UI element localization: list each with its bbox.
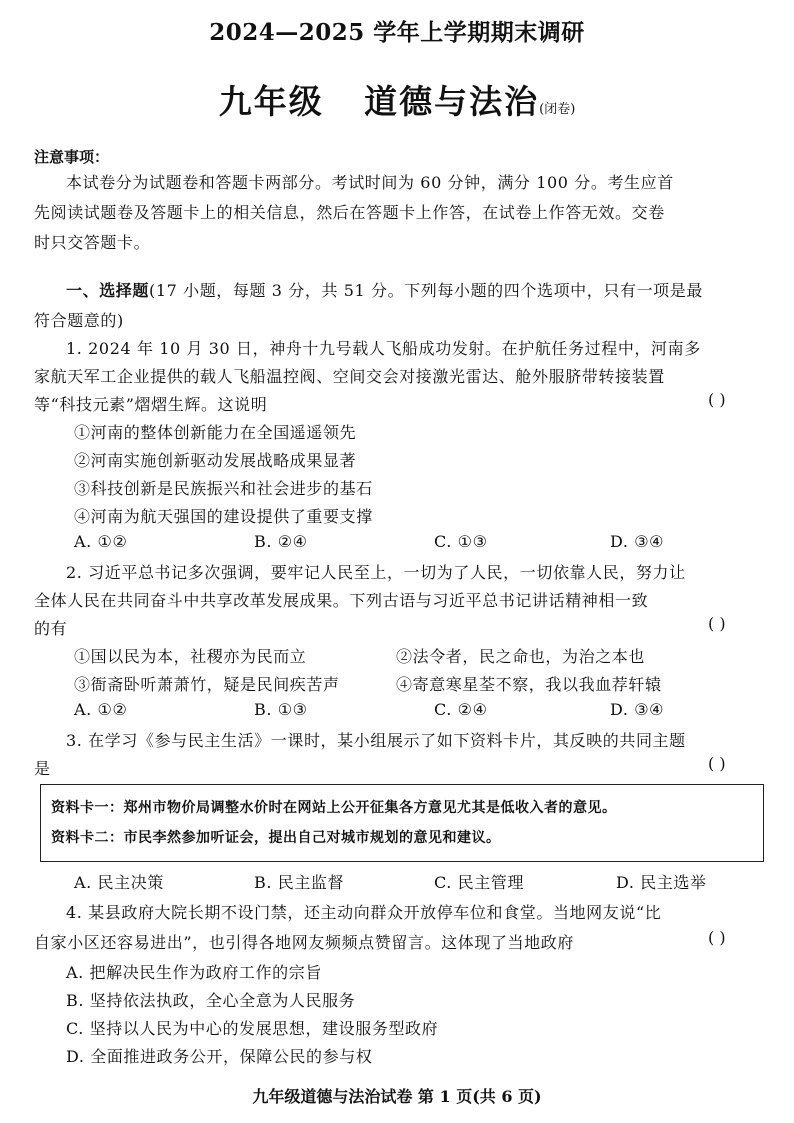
notice-line: 时只交答题卡。 [34,233,151,252]
q3-option-a: A. 民主决策 [74,873,164,892]
q1-statement: ④河南为航天强国的建设提供了重要支撑 [74,507,373,526]
q1-stem-line: 等“科技元素”熠熠生辉。这说明 [34,395,268,414]
q3-option-c: C. 民主管理 [434,873,525,892]
q3-stem-line: 是 [34,759,51,778]
q2-option-d: D. ③④ [610,700,665,719]
q3-option-b: B. 民主监督 [254,873,345,892]
section1-heading: 一、选择题 [66,281,150,300]
closed-book-label: (闭卷) [539,102,576,117]
q2-option-c: C. ②④ [434,700,488,719]
q2-statement: ①国以民为本，社稷亦为民而立 [74,647,307,666]
q1-statement: ①河南的整体创新能力在全国遥遥领先 [74,423,357,442]
q2-stem-line: 的有 [34,619,68,638]
notice-line: 本试卷分为试题卷和答题卡两部分。考试时间为 60 分钟，满分 100 分。考生应首 [66,173,674,192]
exam-subject-title [0,76,794,123]
section1-intro-cont: 符合题意的) [34,311,124,330]
material-cards-box [40,784,764,862]
q4-option-b: B. 坚持依法执政，全心全意为人民服务 [66,991,356,1010]
q2-stem-line: 全体人民在共同奋斗中共享改革发展成果。下列古语与习近平总书记讲话精神相一致 [34,591,649,610]
q1-option-b: B. ②④ [254,532,308,551]
subject-label: 道德与法治 [364,82,540,121]
section1-intro-text: (17 小题，每题 3 分，共 51 分。下列每小题的四个选项中，只有一项是最 [149,281,703,300]
q1-option-d: D. ③④ [610,532,665,551]
q2-statement: ③衙斋卧听萧萧竹，疑是民间疾苦声 [74,675,340,694]
q4-option-a: A. 把解决民生作为政府工作的宗旨 [66,963,322,982]
q4-option-c: C. 坚持以人民为中心的发展思想，建设服务型政府 [66,1019,439,1038]
q4-stem-line: 4. 某县政府大院长期不设门禁，还主动向群众开放停车位和食堂。当地网友说“比 [66,903,662,922]
q2-statement: ②法令者，民之命也，为治之本也 [396,647,646,666]
q1-option-a: A. ①② [74,532,128,551]
q4-stem-line: 自家小区还容易进出”，也引得各地网友频频点赞留言。这体现了当地政府 [34,933,574,952]
q1-statement: ③科技创新是民族振兴和社会进步的基石 [74,479,373,498]
q1-option-c: C. ①③ [434,532,488,551]
q4-answer-paren: ( ) [708,928,726,947]
material-card-2: 资料卡二：市民李然参加听证会，提出自己对城市规划的意见和建议。 [51,830,501,846]
notice-line: 先阅读试题卷及答题卡上的相关信息，然后在答题卡上作答，在试卷上作答无效。交卷 [34,203,665,222]
q2-option-a: A. ①② [74,700,128,719]
q3-answer-paren: ( ) [708,754,726,773]
exam-title: 2024—2025 学年上学期期末调研 [209,19,585,46]
grade-label: 九年级 [218,82,324,121]
q4-option-d: D. 全面推进政务公开，保障公民的参与权 [66,1047,373,1066]
section1-intro [66,278,703,301]
q1-statement: ②河南实施创新驱动发展战略成果显著 [74,451,357,470]
q3-option-d: D. 民主选举 [616,873,707,892]
page-footer: 九年级道德与法治试卷 第 1 页(共 6 页) [252,1087,542,1106]
q2-statement: ④寄意寒星荃不察，我以我血荐轩辕 [396,675,662,694]
q1-stem-line: 1. 2024 年 10 月 30 日，神舟十九号载人飞船成功发射。在护航任务过程中，河南多 [66,339,701,358]
q2-stem-line: 2. 习近平总书记多次强调，要牢记人民至上，一切为了人民，一切依靠人民，努力让 [66,563,686,582]
q1-answer-paren: ( ) [708,390,726,409]
q3-stem-line: 3. 在学习《参与民主生活》一课时，某小组展示了如下资料卡片，其反映的共同主题 [66,731,686,750]
notice-heading: 注意事项： [34,148,110,166]
q1-stem-line: 家航天军工企业提供的载人飞船温控阀、空间交会对接激光雷达、舱外服脐带转接装置 [34,367,665,386]
q2-answer-paren: ( ) [708,614,726,633]
q2-option-b: B. ①③ [254,700,308,719]
material-card-1: 资料卡一：郑州市物价局调整水价时在网站上公开征集各方意见尤其是低收入者的意见。 [51,800,617,816]
